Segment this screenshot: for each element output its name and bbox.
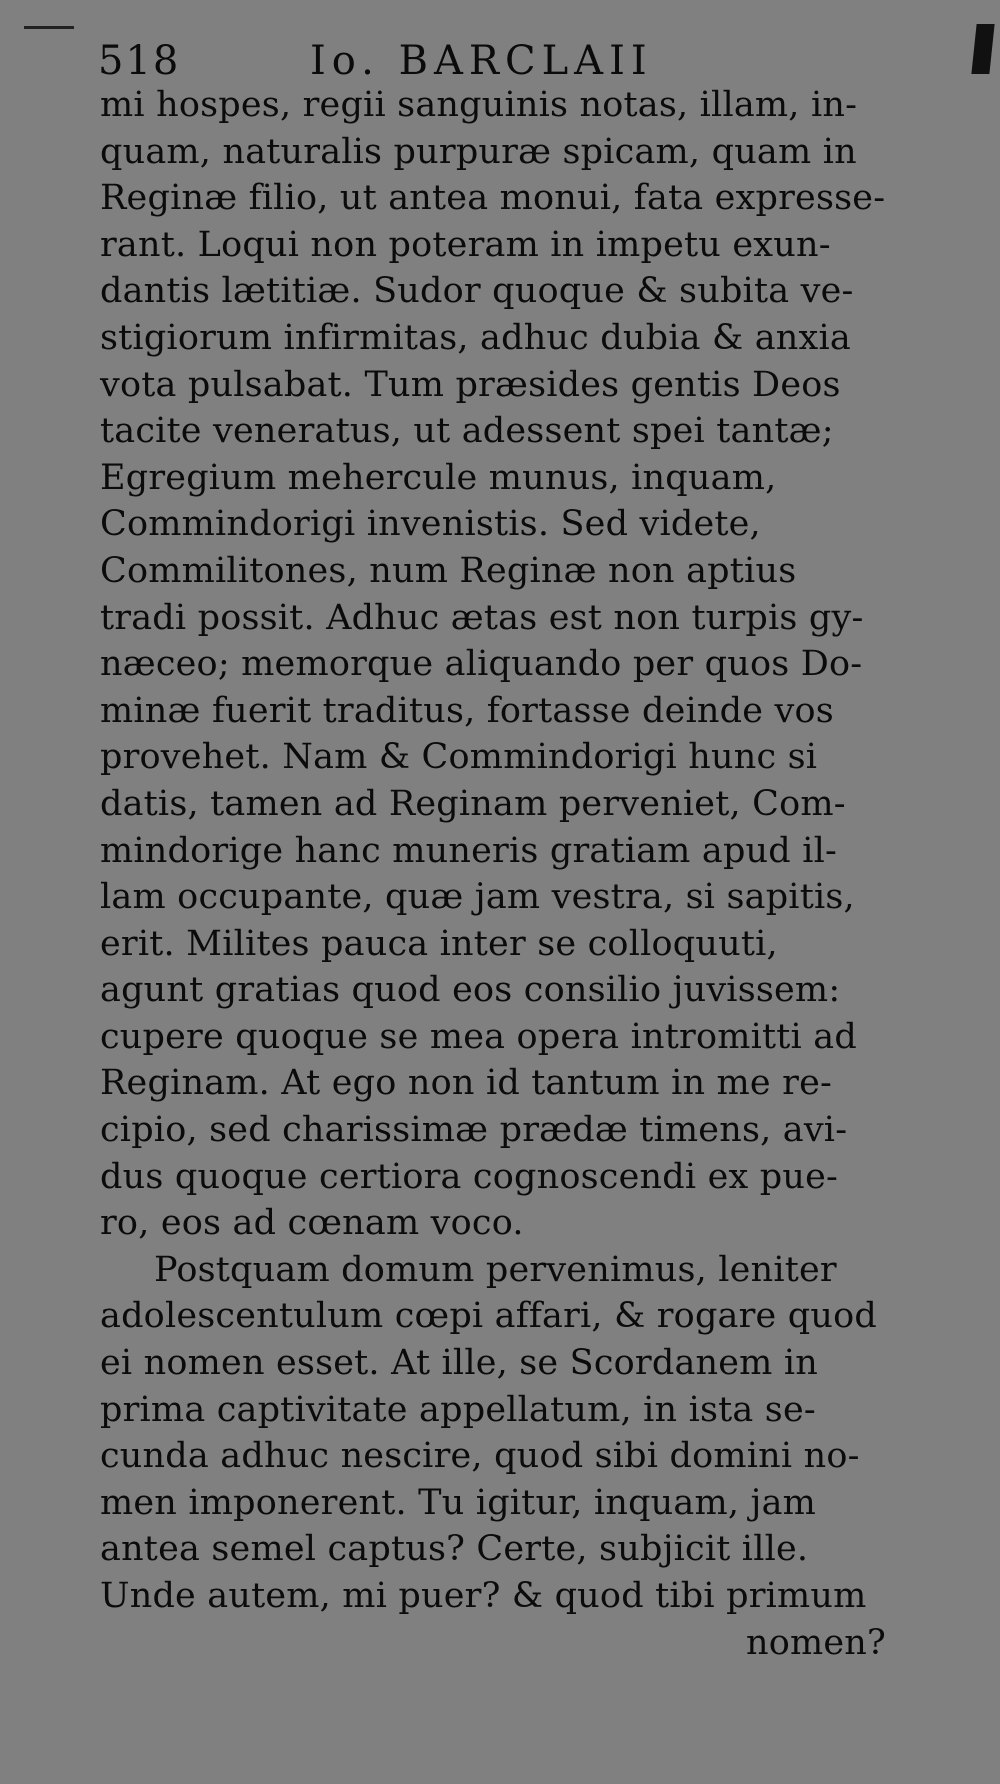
text-line: Commindorigi invenistis. Sed videte, — [100, 504, 761, 545]
text-line: mindorige hanc muneris gratiam apud il- — [100, 830, 838, 871]
text-line: cunda adhuc nescire, quod sibi domini no- — [100, 1436, 860, 1477]
text-line: næceo; memorque aliquando per quos Do- — [100, 644, 863, 685]
text-line: Reginam. At ego non id tantum in me re- — [100, 1063, 833, 1104]
text-line: stigiorum infirmitas, adhuc dubia & anxia — [100, 317, 851, 358]
text-line: cupere quoque se mea opera intromitti ad — [100, 1016, 857, 1057]
text-line: cipio, sed charissimæ prædæ timens, avi- — [100, 1110, 848, 1151]
text-line: nomen? — [745, 1622, 886, 1663]
text-line: prima captivitate appellatum, in ista se- — [100, 1389, 816, 1430]
text-line: agunt gratias quod eos consilio juvissem: — [100, 970, 841, 1011]
text-line: Commilitones, num Reginæ non aptius — [100, 550, 797, 591]
text-line: quam, naturalis purpuræ spicam, quam in — [100, 131, 857, 172]
text-line: ei nomen esset. At ille, se Scordanem in — [100, 1343, 819, 1384]
text-line: dantis lætitiæ. Sudor quoque & subita ve- — [100, 271, 854, 312]
text-line: provehet. Nam & Commindorigi hunc si — [100, 737, 818, 778]
text-line: vota pulsabat. Tum præsides gentis Deos — [100, 364, 841, 405]
text-line: erit. Milites pauca inter se colloquuti, — [100, 923, 778, 964]
text-line: Egregium mehercule munus, inquam, — [100, 457, 777, 498]
ink-mark — [971, 24, 994, 74]
text-line: tacite veneratus, ut adessent spei tantæ; — [100, 411, 834, 452]
body-text — [100, 82, 890, 1666]
text-line: ro, eos ad cœnam voco. — [100, 1203, 524, 1244]
text-line: dus quoque certiora cognoscendi ex pue- — [100, 1156, 839, 1197]
running-head: Io. BARCLAII — [310, 38, 653, 84]
text-line: datis, tamen ad Reginam perveniet, Com- — [100, 783, 846, 824]
text-line: minæ fuerit traditus, fortasse deinde vos — [100, 690, 834, 731]
text-line: men imponerent. Tu igitur, inquam, jam — [100, 1482, 817, 1523]
text-line: rant. Loqui non poteram in impetu exun- — [100, 224, 831, 265]
text-line: Postquam domum pervenimus, leniter — [154, 1249, 837, 1290]
text-line: lam occupante, quæ jam vestra, si sapitis, — [100, 877, 855, 918]
text-line: mi hospes, regii sanguinis notas, illam, in- — [100, 85, 858, 125]
page-number: 518 — [98, 38, 181, 84]
text-line: antea semel captus? Certe, subjicit ille. — [100, 1529, 809, 1570]
text-line: tradi possit. Adhuc ætas est non turpis gy- — [100, 597, 864, 638]
text-line: Reginæ filio, ut antea monui, fata expresse- — [100, 178, 886, 219]
text-line: Unde autem, mi puer? & quod tibi primum — [100, 1576, 867, 1616]
ink-mark — [24, 26, 74, 29]
text-line: adolescentulum cœpi affari, & rogare quod — [100, 1296, 878, 1337]
